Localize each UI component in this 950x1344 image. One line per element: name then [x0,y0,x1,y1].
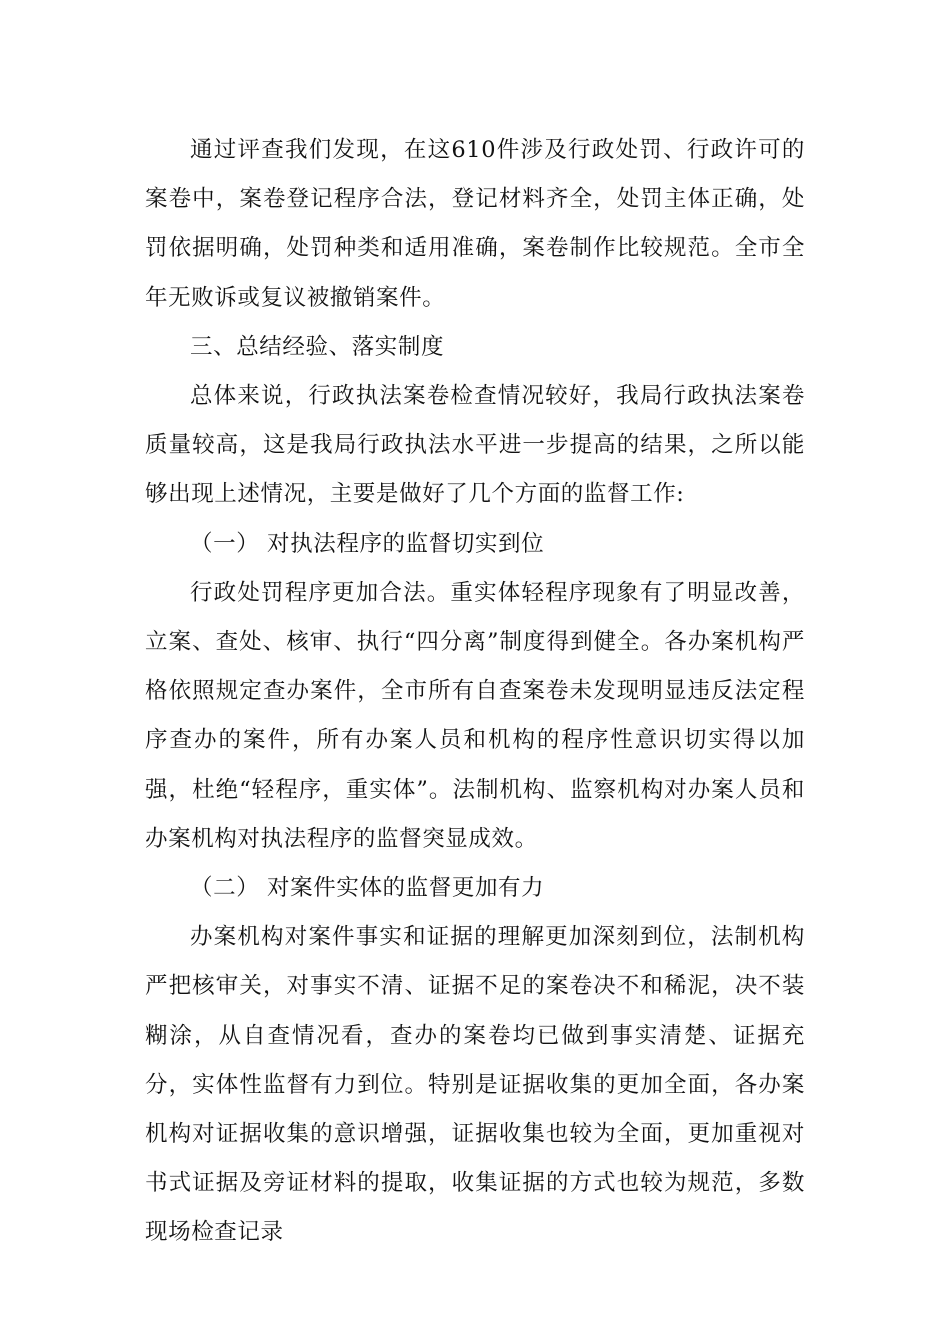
section-heading-summary: 三、总结经验、落实制度 [190,333,445,360]
paragraph-procedure: 行政处罚程序更加合法。重实体轻程序现象有了明显改善，立案、查处、核审、执行“四分离”制度得到健全。各办案机构严格依照规定查办案件，全市所有自查案卷未发现明显违反法定程序查办的案件，所有办案人员和机构的程序性意识切实得以加强，杜绝“轻程序，重实体”。法制机构、监察机构对办案人员和办案机构对执法程序的监督突显成效。 [145,579,805,852]
paragraph-substance: 办案机构对案件事实和证据的理解更加深刻到位，法制机构严把核审关，对事实不清、证据不足的案卷决不和稀泥，决不装糊涂，从自查情况看，查办的案卷均已做到事实清楚、证据充分，实体性监督有力到位。特别是证据收集的更加全面，各办案机构对证据收集的意识增强，证据收集也较为全面，更加重视对书式证据及旁证材料的提取，收集证据的方式也较为规范，多数现场检查记录 [145,924,805,1246]
subheading-procedure-supervision: （一） 对执法程序的监督切实到位 [190,530,545,557]
paragraph-review-findings: 通过评查我们发现，在这610件涉及行政处罚、行政许可的案卷中，案卷登记程序合法，登记材料齐全，处罚主体正确，处罚依据明确，处罚种类和适用准确，案卷制作比较规范。全市全年无败诉或复议被撤销案件。 [145,137,805,311]
paragraph-overall: 总体来说，行政执法案卷检查情况较好，我局行政执法案卷质量较高，这是我局行政执法水平进一步提高的结果，之所以能够出现上述情况，主要是做好了几个方面的监督工作: [145,383,805,508]
document-body [145,126,805,1258]
subheading-substance-supervision: （二） 对案件实体的监督更加有力 [190,875,545,902]
